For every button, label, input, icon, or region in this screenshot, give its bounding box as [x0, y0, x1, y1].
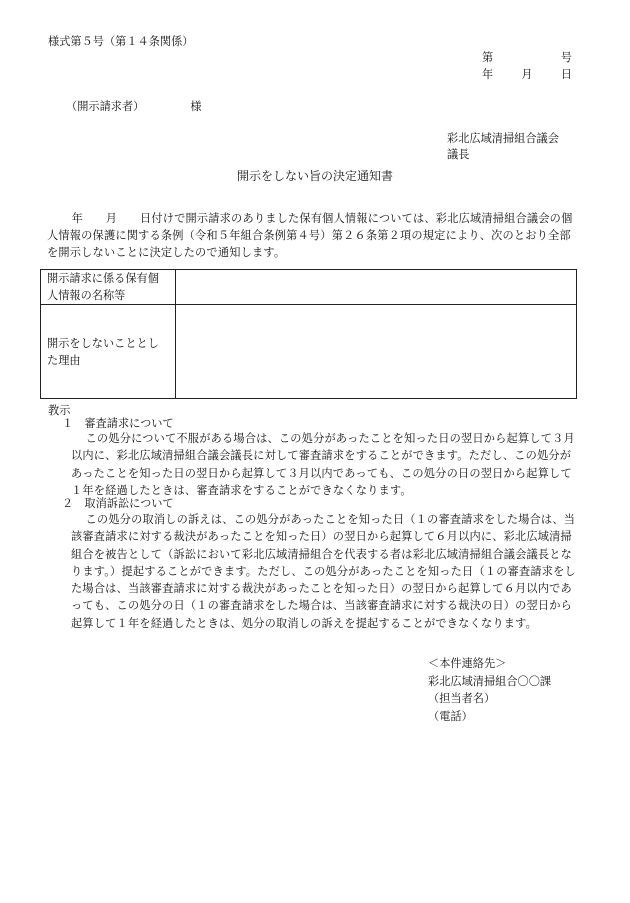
addressee-label: （開示請求者）	[66, 100, 145, 113]
notice-section-2-heading: ２ 取消訴訟について	[62, 497, 174, 510]
table-label-reason: 開示をしないこととした理由	[41, 305, 176, 399]
contact-phone: （電話）	[428, 709, 473, 723]
sender-title: 議長	[447, 148, 470, 161]
disclosure-info-table	[40, 269, 577, 399]
contact-person: （担当者名）	[428, 692, 496, 705]
table-row	[41, 305, 577, 399]
contact-block	[428, 655, 551, 725]
date-day: 日	[560, 68, 572, 81]
table-value-info-name	[176, 270, 577, 305]
contact-heading: ＜本件連絡先＞	[428, 657, 507, 670]
table-label-info-name: 開示請求に係る保有個人情報の名称等	[41, 270, 176, 305]
body-paragraph: 年 月 日付けで開示請求のありました保有個人情報については、彩北広域清掃組合議会の個人情報の保護に関する条例（令和５年組合条例第４号）第２６条第２項の規定により、次のとおり全部を開示しないことに決定したので通知します。	[47, 212, 573, 260]
contact-department: 彩北広域清掃組合〇〇課	[428, 674, 552, 688]
notice-section-1-text: この処分について不服がある場合は、この処分があったことを知った日の翌日から起算して３月以内に、彩北広域清掃組合議会議長に対して審査請求をすることができます。ただし、この処分があったことを知った日の翌日から起算して３月以内であっても、この処分の日の翌日から起算して１年を経過したときは、審査請求をすることができなくなります。	[71, 432, 575, 497]
date-month: 月	[521, 68, 533, 81]
table-value-reason	[176, 305, 577, 399]
document-title: 開示をしない旨の決定通知書	[236, 169, 393, 183]
number-prefix: 第	[482, 51, 494, 64]
notice-section-2-text: この処分の取消しの訴えは、この処分があったことを知った日（１の審査請求をした場合は、当該審査請求に対する裁決があったことを知った日）の翌日から起算して６月以内に、彩北広域清掃組合を被告として（訴訟において彩北広域清掃組合を代表する者は彩北広域清掃組合議会議長となります。）提起することができます。ただし、この処分があったことを知った日（１の審査請求をした場合は、当該審査請求に対する裁決があったことを知った日）の翌日から起算して６月以内であっても、この処分の日（１の審査請求をした場合は、当該審査請求に対する裁決の日）の翌日から起算して１年を経過したときは、処分の取消しの訴えを提起することができなくなります。	[71, 513, 576, 630]
table-row	[41, 270, 577, 305]
issue-date-line	[482, 66, 572, 84]
form-number: 様式第５号（第１４条関係）	[48, 35, 194, 48]
notice-section-1-heading: １ 審査請求について	[62, 417, 174, 430]
document-number-line	[482, 49, 572, 67]
addressee-honorific: 様	[190, 100, 202, 113]
number-suffix: 号	[560, 51, 572, 64]
addressee-line	[66, 98, 202, 116]
notice-heading: 教示	[48, 404, 71, 417]
sender-organization: 彩北広域清掃組合議会	[447, 132, 559, 145]
date-year: 年	[482, 68, 494, 81]
